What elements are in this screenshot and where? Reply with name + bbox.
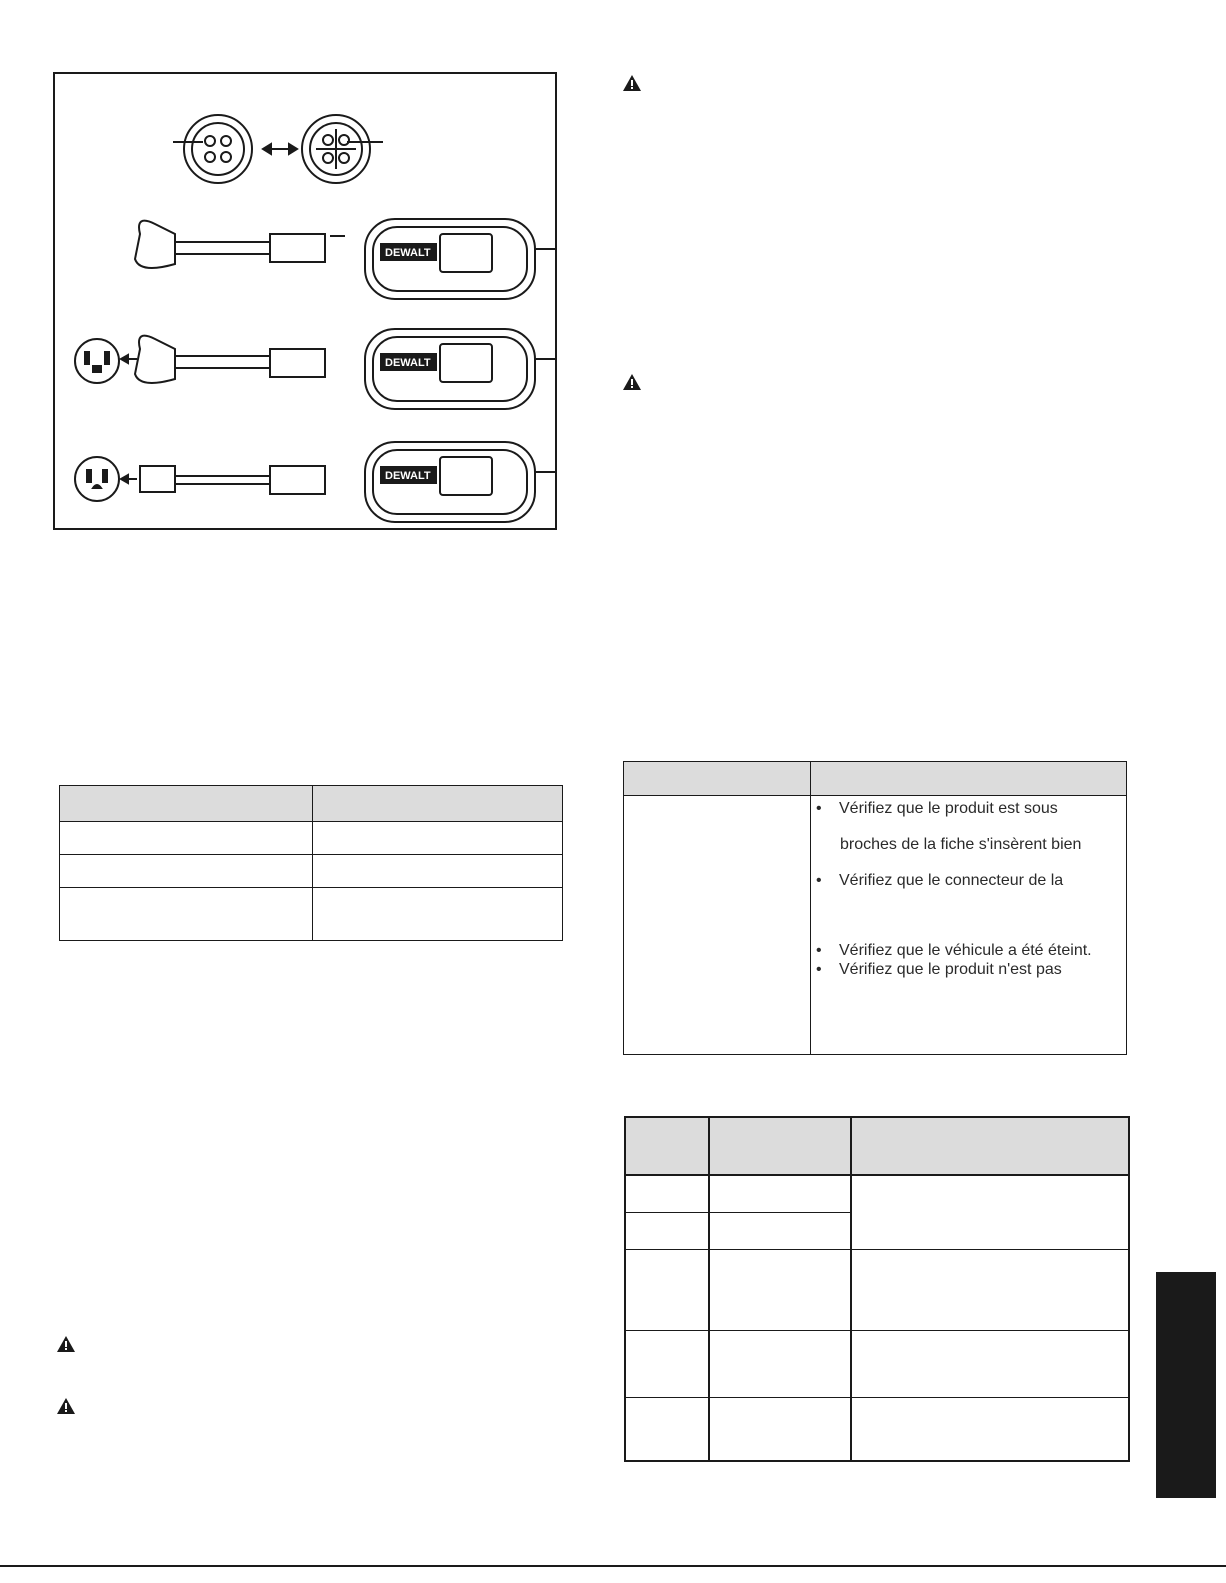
table-row <box>60 888 563 941</box>
row-divider <box>626 1249 1128 1250</box>
table-header-cell <box>811 762 1127 796</box>
figure-adapter-diagram <box>53 72 557 530</box>
table-header-row <box>626 1118 1128 1176</box>
warning-triangle-icon <box>622 373 642 391</box>
adapter-row-3 <box>140 466 325 494</box>
double-arrow-icon <box>263 144 297 154</box>
charger-unit-icon <box>365 219 555 299</box>
table-header-cell <box>60 786 313 822</box>
warning-triangle-icon <box>56 1335 76 1353</box>
table-header-cell <box>624 762 811 796</box>
svg-text:DEWALT: DEWALT <box>385 357 431 369</box>
adapter-row-1 <box>135 221 345 268</box>
svg-text:DEWALT: DEWALT <box>385 470 431 482</box>
bullet-text: Vérifiez que le connecteur de la <box>839 872 1064 889</box>
connector-4pin-plug-icon <box>302 115 383 183</box>
table-header-cell <box>313 786 563 822</box>
warning-triangle-icon <box>622 74 642 92</box>
row-divider <box>626 1397 1128 1398</box>
column-divider <box>850 1118 852 1460</box>
table-row <box>60 822 563 855</box>
brand-logo: DEWALT <box>385 247 431 259</box>
adapter-illustration <box>55 74 555 528</box>
connector-4pin-socket-icon <box>173 115 252 183</box>
bullet-icon: • <box>816 800 822 817</box>
row-divider <box>626 1212 850 1213</box>
charger-unit-icon <box>365 442 555 522</box>
nema-14-50-outlet-icon <box>75 339 119 383</box>
row-divider <box>626 1330 1128 1331</box>
column-divider <box>708 1118 710 1460</box>
warning-triangle-icon <box>56 1397 76 1415</box>
table-row <box>624 796 1127 1055</box>
bullet-icon: • <box>816 961 822 978</box>
bullet-text: Vérifiez que le produit n'est pas <box>839 961 1062 978</box>
left-table <box>59 785 563 941</box>
charger-unit-icon <box>365 329 555 409</box>
bullet-icon: • <box>816 942 822 959</box>
adapter-row-2 <box>135 336 325 383</box>
bullet-icon: • <box>816 872 822 889</box>
status-table <box>624 1116 1130 1462</box>
language-side-tab <box>1156 1272 1216 1498</box>
bullet-text: Vérifiez que le produit est sous <box>839 800 1058 817</box>
bullet-text-continuation: broches de la fiche s'insèrent bien <box>840 836 1082 853</box>
bottom-rule <box>0 1565 1226 1567</box>
bullet-text: Vérifiez que le véhicule a été éteint. <box>839 942 1092 959</box>
table-row <box>60 855 563 888</box>
nema-5-15-outlet-icon <box>75 457 119 501</box>
